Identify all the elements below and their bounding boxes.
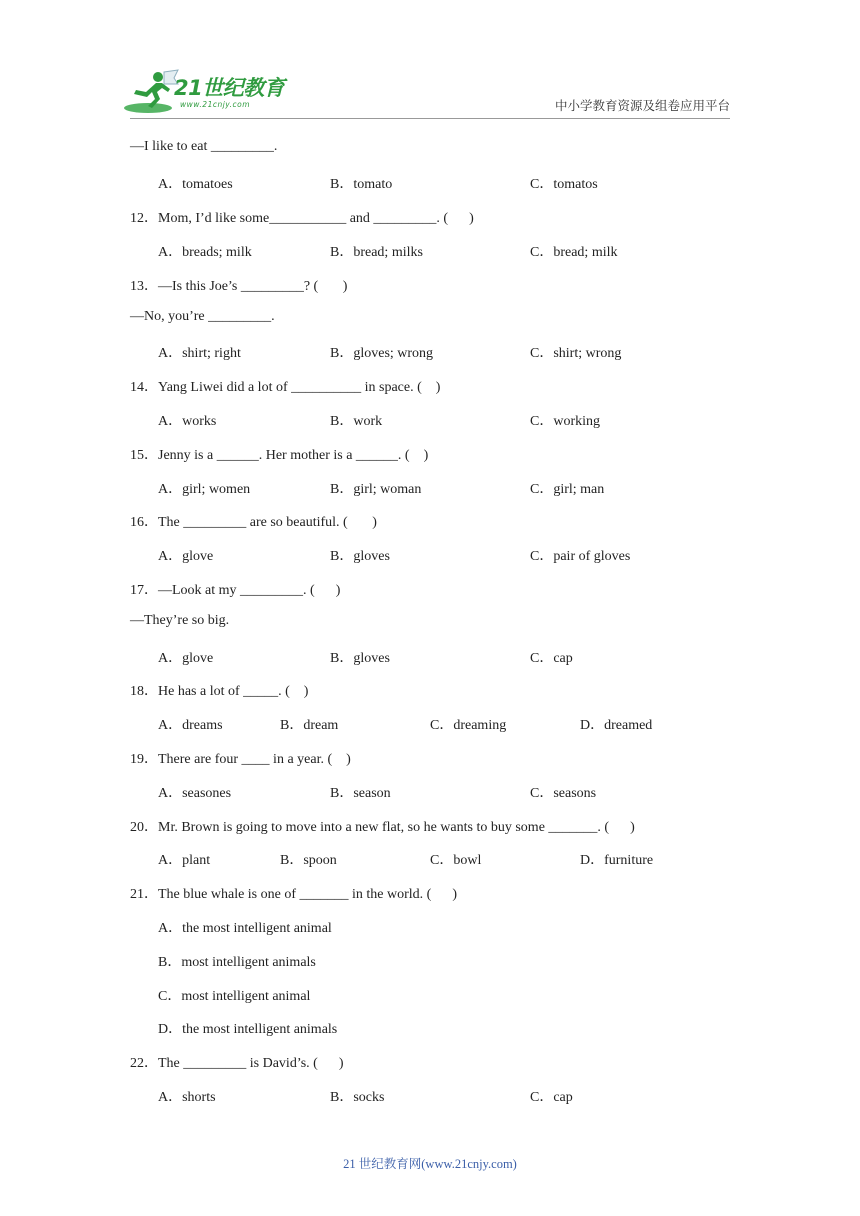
option: B．tomato — [330, 177, 393, 192]
header-divider — [130, 118, 730, 119]
option: C．dreaming — [430, 718, 507, 733]
page-footer: 21 世纪教育网(www.21cnjy.com) — [343, 1157, 517, 1171]
option: A．tomatoes — [158, 177, 233, 192]
option: A．breads; milk — [158, 245, 252, 260]
option: C．girl; man — [530, 482, 605, 497]
option: C．tomatos — [530, 177, 598, 192]
option: B．gloves; wrong — [330, 346, 434, 361]
question-stem: 12．Mom, I’d like some___________ and _________. ( ) — [130, 211, 474, 226]
question-stem: 21．The blue whale is one of _______ in the world. ( ) — [130, 887, 457, 902]
question-stem: —I like to eat _________. — [130, 139, 278, 154]
logo — [122, 68, 292, 116]
question-stem: —They’re so big. — [130, 613, 230, 628]
page-header — [0, 0, 860, 130]
option: B．bread; milks — [330, 245, 423, 260]
header-platform-text: 中小学教育资源及组卷应用平台 — [554, 98, 730, 113]
option: B．work — [330, 414, 383, 429]
option: A．girl; women — [158, 482, 251, 497]
question-stem: 22．The _________ is David’s. ( ) — [130, 1056, 344, 1071]
question-stem: 20．Mr. Brown is going to move into a new flat, so he wants to buy some _______. ( ) — [130, 820, 635, 835]
option: B．dream — [280, 718, 339, 733]
option: C．seasons — [530, 786, 597, 801]
option: B．girl; woman — [330, 482, 422, 497]
option: C．working — [530, 414, 600, 429]
option: C．bowl — [430, 853, 482, 868]
option: A．shirt; right — [158, 346, 241, 361]
option: B．gloves — [330, 549, 390, 564]
option: B．socks — [330, 1090, 385, 1105]
option: C．pair of gloves — [530, 549, 631, 564]
option: A．dreams — [158, 718, 223, 733]
option: B．spoon — [280, 853, 337, 868]
option: C．bread; milk — [530, 245, 618, 260]
option: B．most intelligent animals — [158, 955, 316, 970]
option: C．shirt; wrong — [530, 346, 622, 361]
option: A．glove — [158, 651, 214, 666]
option: A．shorts — [158, 1090, 216, 1105]
question-stem: 17．—Look at my _________. ( ) — [130, 583, 341, 598]
option: A．glove — [158, 549, 214, 564]
question-stem: 14．Yang Liwei did a lot of __________ in space. ( ) — [130, 380, 441, 395]
option: A．works — [158, 414, 217, 429]
question-stem: 19．There are four ____ in a year. ( ) — [130, 752, 351, 767]
option: B．season — [330, 786, 391, 801]
option: A．the most intelligent animal — [158, 921, 332, 936]
option: A．plant — [158, 853, 211, 868]
option: B．gloves — [330, 651, 390, 666]
question-stem: 15．Jenny is a ______. Her mother is a ______. ( ) — [130, 448, 429, 463]
option: D．furniture — [580, 853, 654, 868]
question-stem: 18．He has a lot of _____. ( ) — [130, 684, 309, 699]
option: C．most intelligent animal — [158, 989, 311, 1004]
question-stem: —No, you’re _________. — [130, 309, 275, 324]
logo-url: www.21cnjy.com — [180, 100, 251, 109]
question-stem: 13．—Is this Joe’s _________? ( ) — [130, 279, 348, 294]
question-stem: 16．The _________ are so beautiful. ( ) — [130, 515, 377, 530]
option: D．the most intelligent animals — [158, 1022, 338, 1037]
logo-text: 21世纪教育 — [174, 76, 285, 100]
option: C．cap — [530, 1090, 573, 1105]
option: C．cap — [530, 651, 573, 666]
option: D．dreamed — [580, 718, 653, 733]
option: A．seasones — [158, 786, 232, 801]
runner-icon — [122, 68, 182, 116]
